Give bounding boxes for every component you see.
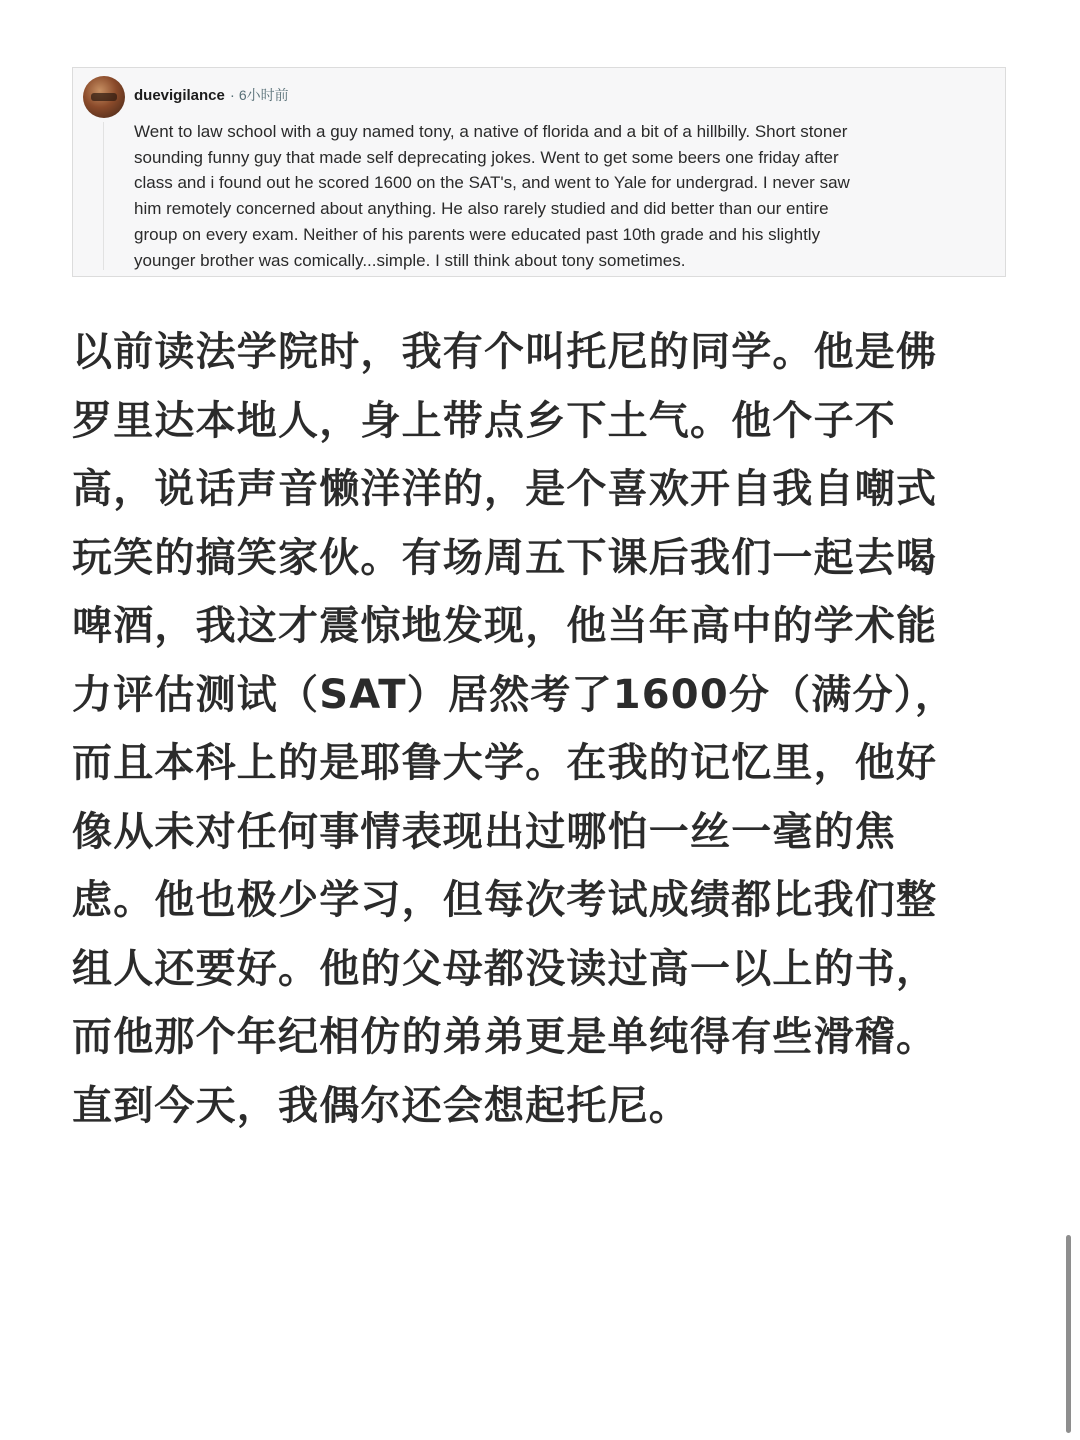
- timestamp: 6小时前: [238, 87, 289, 103]
- comment-header: [134, 85, 289, 106]
- separator-dot: ·: [229, 87, 235, 104]
- scrollbar-thumb[interactable]: [1066, 1235, 1071, 1433]
- avatar[interactable]: [83, 76, 125, 118]
- comment-card: [72, 67, 1006, 277]
- translation-text: 以前读法学院时，我有个叫托尼的同学。他是佛 罗里达本地人，身上带点乡下土气。他个子不 高，说话声音懒洋洋的，是个喜欢开自我自嘲式 玩笑的搞笑家伙。有场周五下课后我们一起去喝 啤酒，我这才震惊地发现，他当年高中的学术能 力评估测试（SAT）居然考了1600分（满分）， 而且本科上的是耶鲁大学。在我的记忆里，他好 像从未对任何事情表现出过哪怕一丝一毫的焦 虑。他也极少学习，但每次考试成绩都比我们整 组人还要好。他的父母都没读过高一以上的书， 而他那个年纪相仿的弟弟更是单纯得有些滑稽。 直到今天，我偶尔还会想起托尼。: [72, 329, 957, 1129]
- comment-body: Went to law school with a guy named tony, a native of florida and a bit of a hillbilly. Short stoner sounding funny guy that made self deprecating jokes. Went to get some beers one friday after class and i found out he scored 1600 on the SAT's, and went to Yale for undergrad. I never saw him remotely concerned about anything. He also rarely studied and did better than our entire group on every exam. Neither of his parents were educated past 10th grade and his slightly younger brother was comically...simple. I still think about tony sometimes.: [134, 122, 850, 270]
- thread-line: [103, 122, 104, 270]
- username[interactable]: duevigilance: [134, 87, 225, 104]
